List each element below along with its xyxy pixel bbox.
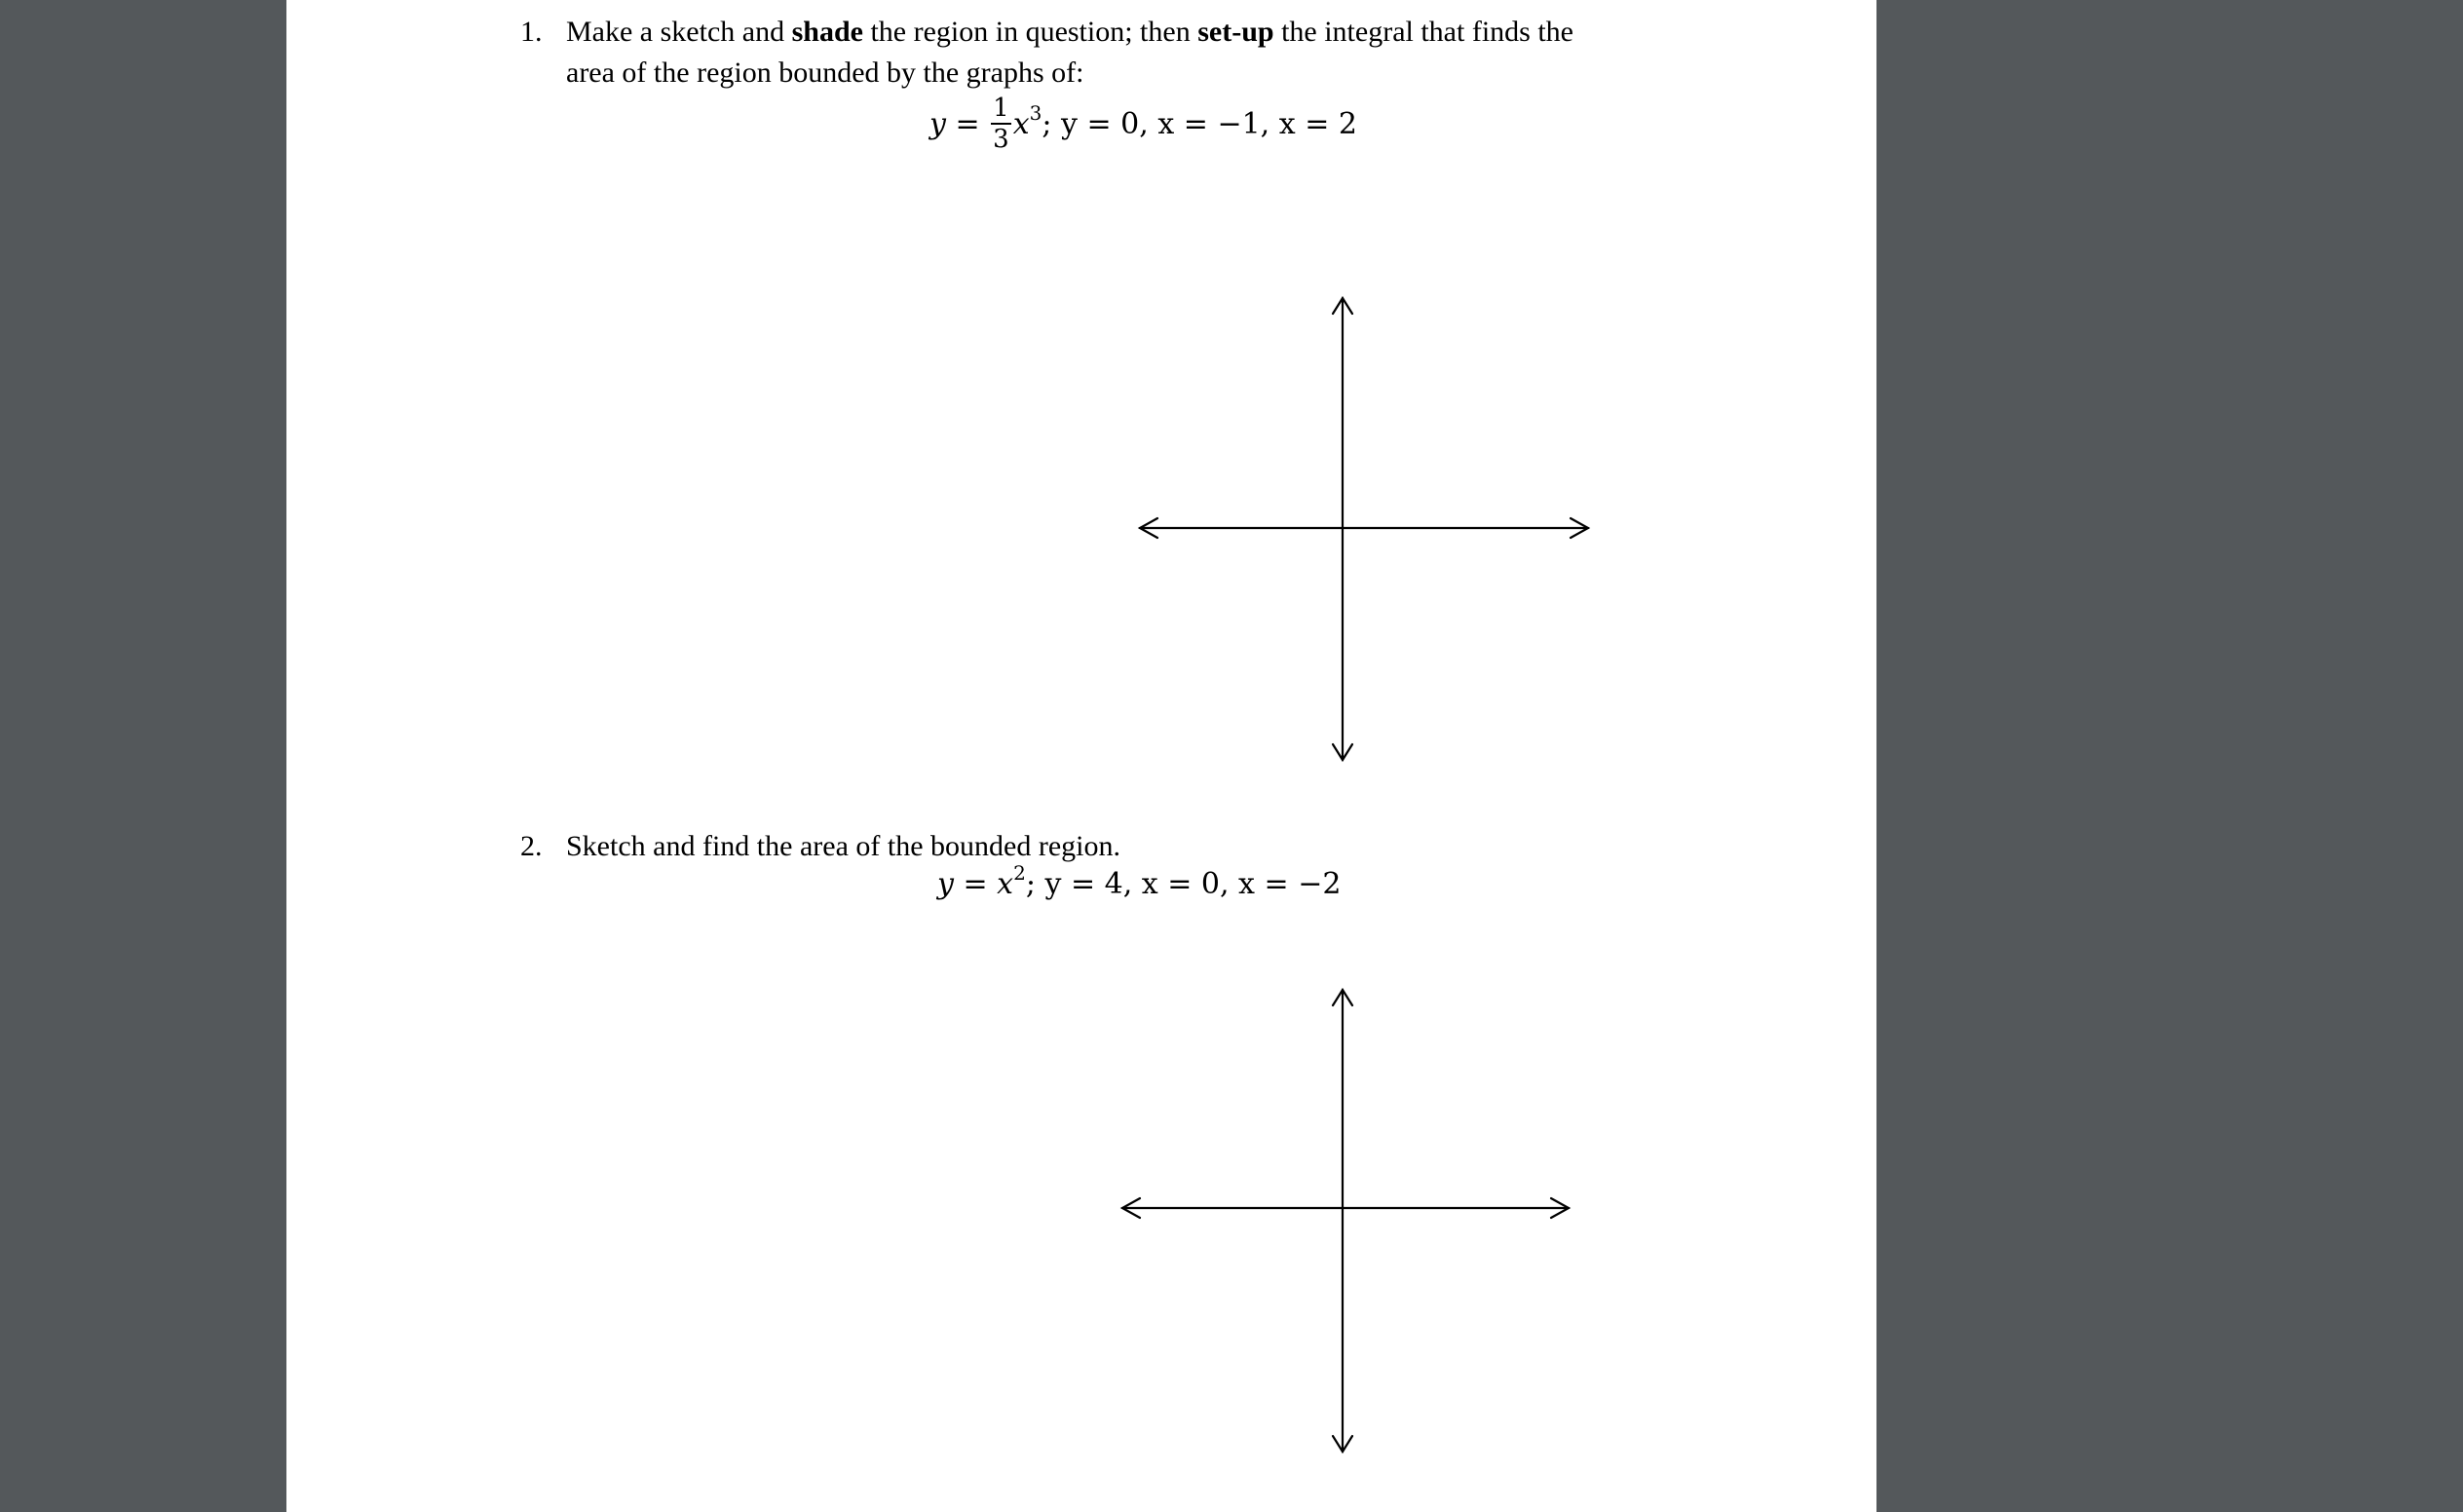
q2-eq-rest: ; y = 4, x = 0, x = −2 — [1025, 867, 1342, 901]
q2-eq-exponent: 2 — [1013, 861, 1026, 885]
question-2-number: 2. — [520, 830, 543, 862]
q1-text-a: Make a sketch and — [566, 16, 792, 48]
q1-eq-rest: ; y = 0, x = −1, x = 2 — [1042, 107, 1357, 141]
q1-frac-denominator: 3 — [993, 125, 1009, 154]
q1-frac-numerator: 1 — [993, 94, 1009, 123]
question-2-text: Sketch and find the area of the bounded region. — [566, 830, 1120, 862]
question-1-number: 1. — [520, 16, 543, 48]
question-1-line-2: area of the region bounded by the graphs of: — [566, 57, 1084, 89]
q1-eq-lhs: y — [929, 107, 946, 141]
q1-eq-equals: = — [945, 107, 990, 141]
q1-text-c: the integral that finds the — [1273, 16, 1573, 48]
q1-setup-bold: set-up — [1197, 16, 1274, 48]
q1-shade-bold: shade — [791, 16, 863, 48]
q2-eq-lhs: y = x — [937, 867, 1014, 901]
q1-text-b: the region in question; then — [862, 16, 1198, 48]
q1-eq-var: x — [1012, 107, 1030, 141]
q1-eq-exponent: 3 — [1029, 101, 1042, 125]
